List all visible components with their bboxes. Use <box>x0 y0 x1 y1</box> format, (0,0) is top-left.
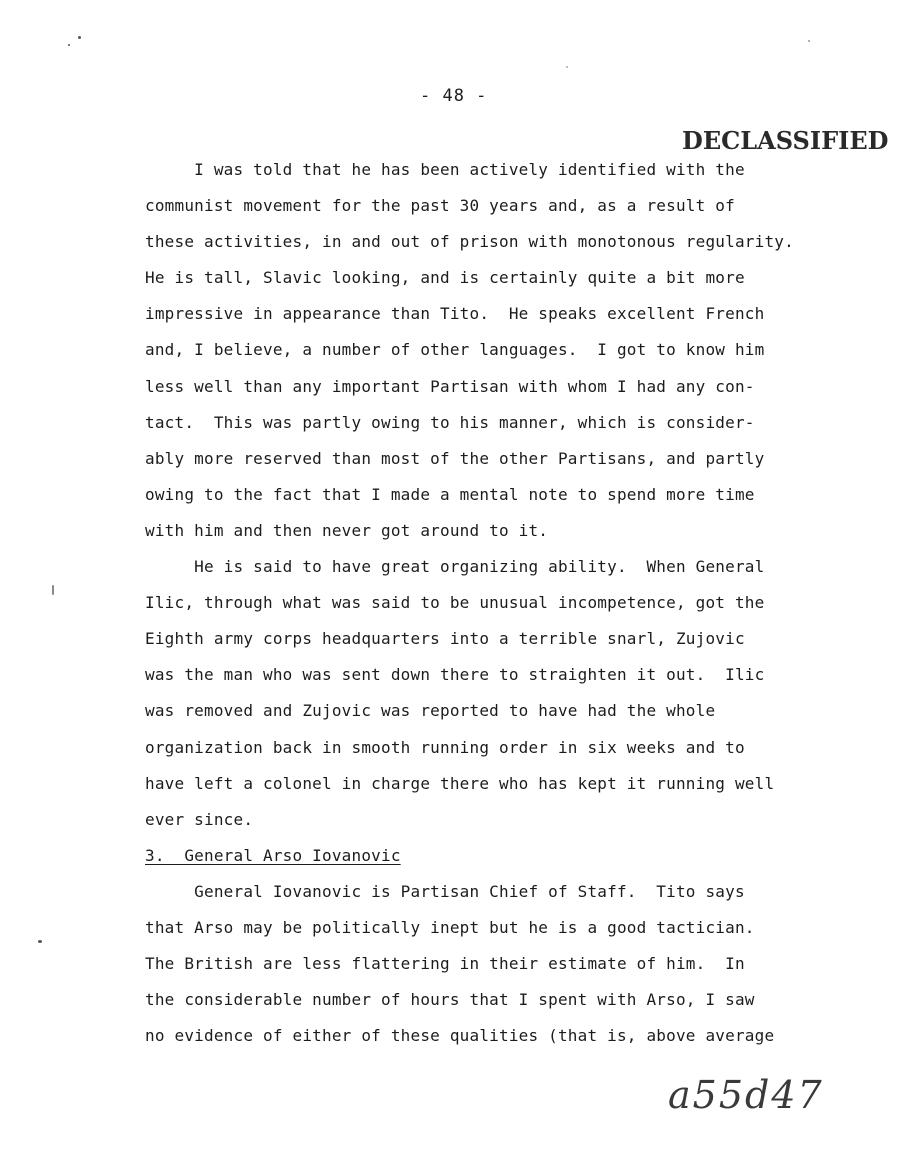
scan-speck <box>78 36 81 39</box>
handwritten-note: a55d47 <box>668 1073 824 1117</box>
text-line: I was told that he has been actively identified with the <box>145 160 745 179</box>
text-line: the considerable number of hours that I spent with Arso, I saw <box>145 990 755 1010</box>
text-line: and, I believe, a number of other languages. I got to know him <box>145 340 765 360</box>
text-line: ably more reserved than most of the other Partisans, and partly <box>145 448 765 468</box>
text-line: was the man who was sent down there to straighten it out. Ilic <box>145 665 765 685</box>
text-line: communist movement for the past 30 years and, as a result of <box>145 196 735 216</box>
text-line: General Iovanovic is Partisan Chief of Staff. Tito says <box>145 881 745 901</box>
text-line: The British are less flattering in their estimate of him. In <box>145 954 745 974</box>
text-line: tact. This was partly owing to his manner, which is consider- <box>145 412 755 432</box>
scan-speck <box>38 940 42 943</box>
text-line: owing to the fact that I made a mental note to spend more time <box>145 484 755 504</box>
text-line: that Arso may be politically inept but he is a good tactician. <box>145 917 755 937</box>
text-line: no evidence of either of these qualities (that is, above average <box>145 1026 775 1046</box>
faint-stamp-mark <box>690 50 840 110</box>
text-line: ever since. <box>145 809 254 829</box>
paragraph-2 <box>145 549 875 838</box>
section-heading: 3. General Arso Iovanovic <box>145 845 401 865</box>
text-line: Eighth army corps headquarters into a terrible snarl, Zujovic <box>145 629 745 649</box>
text-line: was removed and Zujovic was reported to have had the whole <box>145 701 716 721</box>
text-line: with him and then never got around to it. <box>145 520 549 540</box>
scan-speck <box>566 66 568 68</box>
text-line: less well than any important Partisan with whom I had any con- <box>145 376 755 396</box>
body-text <box>145 152 875 1054</box>
text-line: have left a colonel in charge there who has kept it running well <box>145 773 775 793</box>
text-line: impressive in appearance than Tito. He speaks excellent French <box>145 304 765 324</box>
scan-speck <box>52 585 54 595</box>
scan-speck <box>68 44 70 46</box>
declassified-stamp: DECLASSIFIED <box>682 126 889 155</box>
text-line: He is said to have great organizing ability. When General <box>145 557 765 577</box>
section-heading-line <box>145 838 875 874</box>
page-number: - 48 - <box>420 86 488 106</box>
text-line: these activities, in and out of prison with monotonous regularity. <box>145 232 794 252</box>
paragraph-1 <box>145 152 875 549</box>
text-line: organization back in smooth running order in six weeks and to <box>145 737 745 757</box>
text-line: He is tall, Slavic looking, and is certainly quite a bit more <box>145 268 745 288</box>
paragraph-3 <box>145 874 875 1054</box>
scan-speck <box>808 40 810 42</box>
text-line: Ilic, through what was said to be unusual incompetence, got the <box>145 593 765 613</box>
